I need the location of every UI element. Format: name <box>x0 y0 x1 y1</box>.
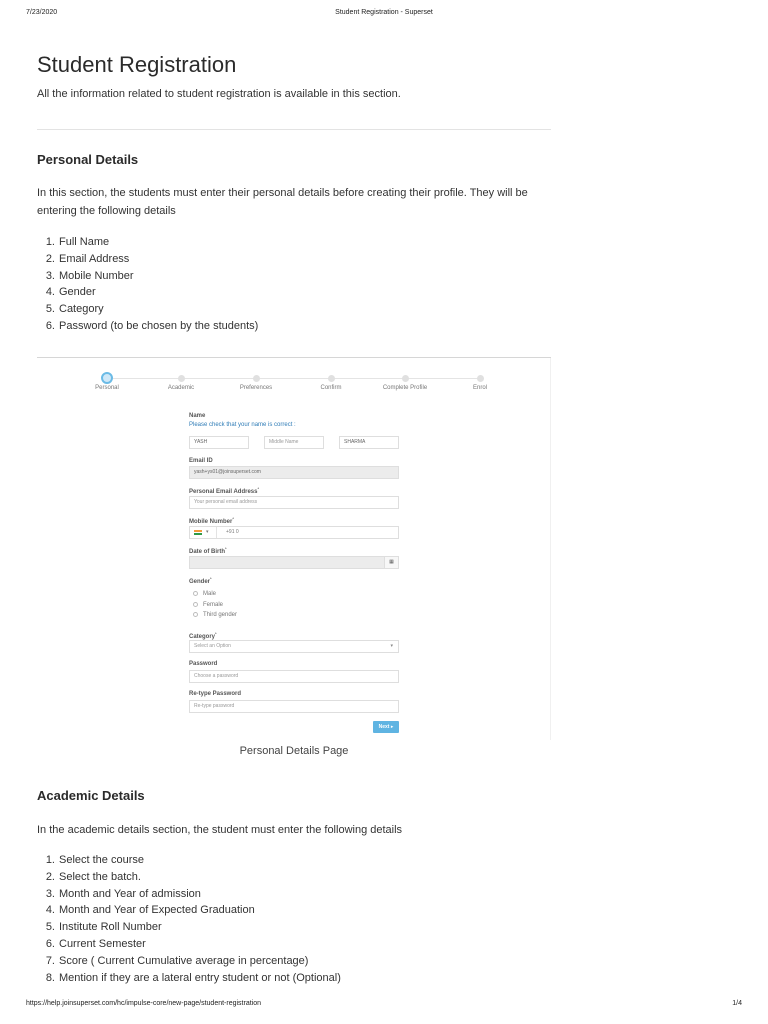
step-complete-profile[interactable]: Complete Profile <box>375 372 435 391</box>
academic-details-list <box>37 852 341 986</box>
retype-password-label: Re-type Password <box>189 691 242 697</box>
personal-details-heading: Personal Details <box>37 152 139 167</box>
list-item: 2. Email Address <box>45 252 130 265</box>
print-date: 7/23/2020 <box>26 9 58 16</box>
separator <box>216 527 217 538</box>
print-header <box>0 9 768 21</box>
list-item: 5. Institute Roll Number <box>45 921 162 934</box>
list-item: 1. Full Name <box>45 236 110 248</box>
step-dot-active <box>101 372 113 384</box>
personal-details-list <box>37 234 258 335</box>
print-footer <box>0 1000 768 1012</box>
step-dot <box>253 375 260 382</box>
divider <box>37 129 551 130</box>
name-check-note: Please check that your name is correct : <box>189 422 296 428</box>
list-item: 3. Mobile Number <box>45 269 134 282</box>
gender-female-radio[interactable]: Female <box>193 601 223 609</box>
email-field: yash+ys01@joinsuperset.com <box>189 466 399 479</box>
step-dot <box>402 375 409 382</box>
personal-details-description: In this section, the students must enter their personal details before creating their profile. They will be entering the following details <box>37 187 528 217</box>
phone-code: +91 0 <box>226 529 239 535</box>
category-label: Category* <box>189 631 217 640</box>
personal-email-label: Personal Email Address* <box>189 486 260 495</box>
page-title: Student Registration <box>37 52 237 77</box>
list-item: 6. Password (to be chosen by the students) <box>45 319 259 332</box>
first-name-field[interactable]: YASH <box>189 436 249 449</box>
step-dot <box>477 375 484 382</box>
academic-details-description: In the academic details section, the student must enter the following details <box>37 824 403 836</box>
password-label: Password <box>189 661 218 667</box>
list-item: 7. Score ( Current Cumulative average in percentage) <box>45 954 309 967</box>
page-number: 1/4 <box>732 1000 742 1007</box>
chevron-down-icon: ▾ <box>206 529 209 535</box>
next-button[interactable]: Next ▸ <box>373 721 399 733</box>
personal-details-screenshot <box>37 358 551 740</box>
mobile-label: Mobile Number* <box>189 516 234 525</box>
list-item: 8. Mention if they are a lateral entry student or not (Optional) <box>45 971 341 984</box>
print-url: https://help.joinsuperset.com/hc/impulse-core/new-page/student-registration <box>26 1000 262 1007</box>
mobile-field[interactable] <box>189 526 399 539</box>
calendar-icon[interactable]: ▦ <box>384 557 398 568</box>
list-item: 4. Month and Year of Expected Graduation <box>45 904 255 917</box>
gender-third-radio[interactable]: Third gender <box>193 611 237 619</box>
registration-stepper <box>91 372 487 394</box>
radio-circle <box>193 612 198 617</box>
password-field[interactable]: Choose a password <box>189 670 399 683</box>
chevron-down-icon: ▾ <box>390 643 393 649</box>
step-dot <box>328 375 335 382</box>
print-title: Student Registration - Superset <box>335 9 433 16</box>
india-flag-icon[interactable] <box>194 530 202 535</box>
page-intro: All the information related to student registration is available in this section. <box>37 88 401 100</box>
step-academic[interactable]: Academic <box>151 372 211 391</box>
gender-male-radio[interactable]: Male <box>193 590 216 598</box>
list-item: 1. Select the course <box>45 854 144 866</box>
radio-circle <box>193 591 198 596</box>
middle-name-field[interactable]: Middle Name <box>264 436 324 449</box>
academic-details-heading: Academic Details <box>37 788 145 803</box>
personal-email-field[interactable]: Your personal email address <box>189 496 399 509</box>
step-confirm[interactable]: Confirm <box>301 372 361 391</box>
step-dot <box>178 375 185 382</box>
step-personal[interactable]: Personal <box>77 372 137 391</box>
list-item: 3. Month and Year of admission <box>45 887 201 900</box>
list-item: 5. Category <box>45 303 104 316</box>
email-label: Email ID <box>189 458 213 464</box>
screenshot-caption: Personal Details Page <box>239 745 349 757</box>
name-label: Name <box>189 413 206 419</box>
step-enrol[interactable]: Enrol <box>450 372 510 391</box>
dob-field[interactable] <box>189 556 399 569</box>
list-item: 6. Current Semester <box>45 937 146 950</box>
retype-password-field[interactable]: Re-type password <box>189 700 399 713</box>
list-item: 2. Select the batch. <box>45 870 141 883</box>
radio-circle <box>193 602 198 607</box>
list-item: 4. Gender <box>45 286 96 299</box>
last-name-field[interactable]: SHARMA <box>339 436 399 449</box>
category-select[interactable]: Select an Option ▾ <box>189 640 399 653</box>
dob-label: Date of Birth* <box>189 546 227 555</box>
gender-label: Gender* <box>189 576 212 585</box>
step-preferences[interactable]: Preferences <box>226 372 286 391</box>
